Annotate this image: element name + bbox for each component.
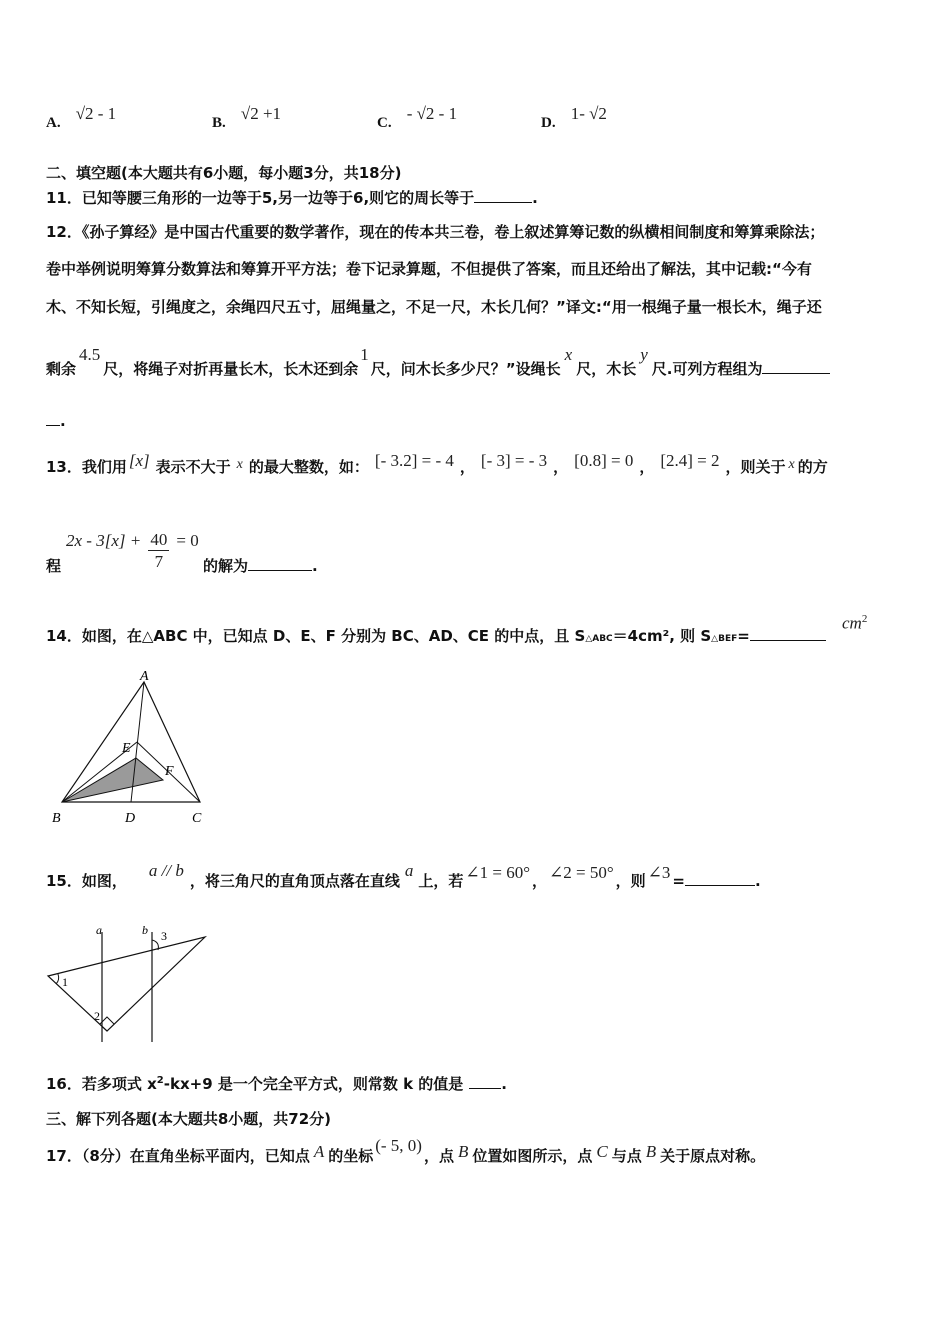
option-a-expr: √2 - 1 [75,104,117,123]
point-c: C [596,1142,608,1161]
subscript-bef: △BEF [711,634,738,644]
answer-blank-11[interactable] [474,188,532,203]
angle-1-arc [56,974,59,984]
option-d [541,104,607,132]
label-angle-1: 1 [62,975,68,989]
equation-13 [66,530,199,573]
question-17: 17．（8分）在直角坐标平面内，已知点 A 的坐标(- 5, 0)，点 B 位置如图所示，点 C 与点 B 关于原点对称。 [46,1136,766,1165]
answer-blank-16[interactable] [469,1074,501,1089]
label-line-a: a [96,923,102,937]
floor-x: [x] [128,451,150,470]
subscript-abc: △ABC [585,634,613,644]
question-11-text: 11．已知等腰三角形的一边等于5,另一边等于6,则它的周长等于 [46,189,475,207]
question-13-answer: 的解为 . [203,557,318,575]
coordinate-a: (- 5, 0) [375,1136,422,1155]
option-b-label: B. [212,115,226,131]
label-f: F [165,764,174,779]
answer-blank-12[interactable] [762,359,830,374]
point-b-2: B [645,1142,657,1161]
equation-13-right: = 0 [176,531,199,550]
option-a-label: A. [46,115,61,131]
example-4: [2.4] = 2 [660,451,720,470]
option-c-label: C. [377,115,392,131]
fraction-denominator: 7 [154,552,164,571]
label-e: E [122,741,131,756]
label-angle-2: 2 [94,1009,100,1023]
answer-blank-13[interactable] [248,556,312,571]
option-d-label: D. [541,115,556,131]
fraction-40-7 [148,530,169,573]
math-4-5: 4.5 [79,345,101,364]
question-15: 15．如图，a // b，将三角尺的直角顶点落在直线a上，若 ∠1 = 60° ， ∠2 = 50° ，则 ∠3 = . [46,861,761,890]
label-c: C [192,811,202,826]
angle-1: ∠1 = 60° [465,863,530,882]
answer-blank-14[interactable] [750,626,826,641]
label-b: B [52,811,61,826]
option-b-expr: √2 +1 [240,104,282,123]
fraction-numerator: 40 [150,530,168,549]
question-12-line-4: 剩余4.5尺，将绳子对折再量长木，长木还到余1尺，问木长多少尺？”设绳长x尺，木长y尺.可列方程组为 [46,358,830,379]
angle-3: ∠3 [647,863,671,882]
question-12-line-3: 木、不知长短，引绳度之，余绳四尺五寸，屈绳量之，不足一尺，木长几何？”译文:“用一根绳子量一根长木，绳子还 [46,298,822,316]
label-a: A [140,669,149,684]
example-1: [- 3.2] = - 4 [374,451,454,470]
option-c [377,104,458,132]
unit-cm2: $cm^2$ [842,613,868,633]
label-d: D [125,811,136,826]
point-a: A [313,1142,325,1161]
option-b [212,104,282,132]
section-title-fill-blank: 二、填空题(本大题共有6小题，每小题3分，共18分) [46,164,402,182]
math-x-13b: x [788,457,795,472]
answer-blank-12-cont[interactable] [46,411,60,426]
math-x-13a: x [236,457,243,472]
option-c-expr: - √2 - 1 [406,104,458,123]
question-12-line-2: 卷中举例说明筹算分数算法和筹算开平方法；卷下记录算题，不但提供了答案，而且还给出了解法，其中记载:“今有 [46,260,812,278]
parallel-lines-figure [40,920,220,1045]
angle-2: ∠2 = 50° [549,863,614,882]
parallel-ab: a // b [148,861,184,880]
question-14: 14．如图，在△ABC 中，已知点 D、E、F 分别为 BC、AD、CE 的中点，且 S△ABC＝4cm², 则 S△BEF= [46,625,826,646]
label-angle-3: 3 [161,929,167,943]
question-12-line-5: . [46,411,66,430]
example-3: [0.8] = 0 [574,451,634,470]
example-2: [- 3] = - 3 [480,451,548,470]
question-13-line-2: 程 [46,557,62,575]
triangle-figure [40,668,220,833]
equation-13-left: 2x - 3[x] + [66,531,142,550]
question-16: 16．若多项式 $x^2-kx+9$ 是一个完全平方式，则常数 k 的值是 . [46,1075,507,1093]
question-13-line-1: 13．我们用 [x] 表示不大于 x 的最大整数，如： [- 3.2] = - 4 ， [- 3] = - 3 ， [0.8] = 0 ， [2.4] = 2 ，则关于 x 的方 [46,451,828,476]
point-b: B [457,1142,469,1161]
section-title-solve: 三、解下列各题(本大题共8小题，共72分) [46,1110,332,1128]
math-one: 1 [360,345,369,364]
math-x: x [564,345,573,364]
option-a [46,104,117,132]
question-11: 11．已知等腰三角形的一边等于5,另一边等于6,则它的周长等于 . [46,189,538,207]
line-a-symbol: a [404,861,414,880]
math-y: y [640,345,648,364]
set-square [48,937,205,1031]
question-12-line-1: 12．《孙子算经》是中国古代重要的数学著作，现在的传本共三卷，卷上叙述算筹记数的纵横相间制度和筹算乘除法； [46,223,825,241]
label-line-b: b [142,923,148,937]
answer-blank-15[interactable] [685,871,755,886]
option-d-expr: 1- √2 [570,104,607,123]
